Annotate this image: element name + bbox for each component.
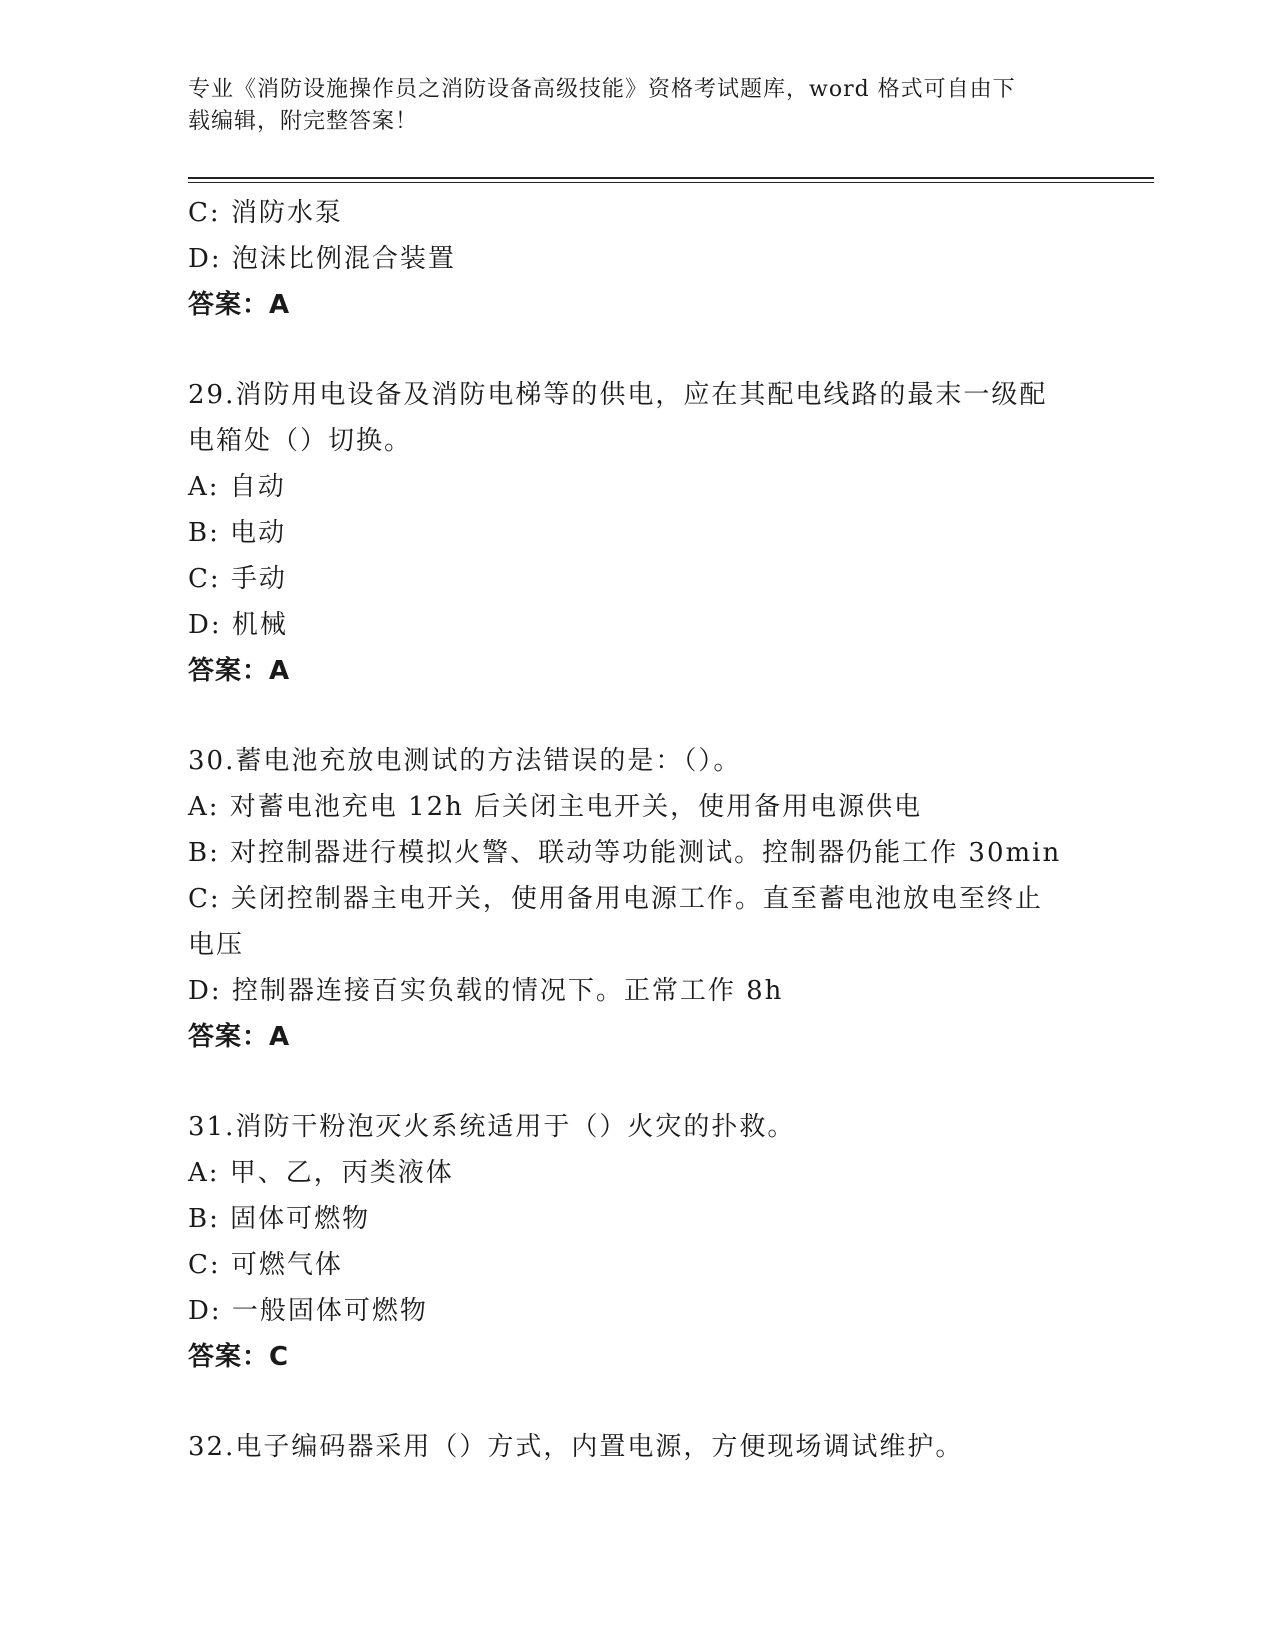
question-30-option-b: B: 对控制器进行模拟火警、联动等功能测试。控制器仍能工作 30min	[188, 838, 1062, 868]
header-line-1: 专业《消防设施操作员之消防设备高级技能》资格考试题库，word 格式可自由下	[188, 77, 1016, 102]
question-30-option-c: C: 关闭控制器主电开关，使用备用电源工作。直至蓄电池放电至终止	[188, 884, 1043, 914]
option-d: D: 泡沫比例混合装置	[188, 244, 456, 274]
question-31-stem: 31.消防干粉泡灭火系统适用于（）火灾的扑救。	[188, 1112, 796, 1142]
question-30-option-d: D: 控制器连接百实负载的情况下。正常工作 8h	[188, 976, 784, 1006]
question-list	[188, 190, 1088, 1470]
question-31-answer: 答案：C	[188, 1342, 290, 1372]
question-29-stem-cont: 电箱处（）切换。	[188, 426, 413, 456]
header-divider-thick	[188, 177, 1154, 179]
spacer	[188, 1380, 1088, 1424]
question-30-option-a: A: 对蓄电池充电 12h 后关闭主电开关，使用备用电源供电	[188, 792, 923, 822]
question-29-answer: 答案：A	[188, 656, 291, 686]
spacer	[188, 1060, 1088, 1104]
question-29-option-b: B: 电动	[188, 518, 287, 548]
question-29-option-d: D: 机械	[188, 610, 288, 640]
header-line-2: 载编辑，附完整答案！	[188, 109, 419, 134]
question-30-option-c-cont: 电压	[188, 930, 245, 960]
spacer	[188, 694, 1088, 738]
question-31-option-d: D: 一般固体可燃物	[188, 1296, 428, 1326]
question-31-option-a: A: 甲、乙，丙类液体	[188, 1158, 454, 1188]
option-c: C: 消防水泵	[188, 198, 343, 228]
answer-line: 答案：A	[188, 290, 291, 320]
question-29-option-c: C: 手动	[188, 564, 287, 594]
spacer	[188, 328, 1088, 372]
question-30-answer: 答案：A	[188, 1022, 291, 1052]
question-31-option-b: B: 固体可燃物	[188, 1204, 371, 1234]
question-29-stem: 29.消防用电设备及消防电梯等的供电，应在其配电线路的最末一级配	[188, 380, 1048, 410]
question-30-stem: 30.蓄电池充放电测试的方法错误的是：（）。	[188, 746, 742, 776]
question-29-option-a: A: 自动	[188, 472, 286, 502]
header-divider-thin	[188, 182, 1154, 183]
question-32-stem: 32.电子编码器采用（）方式，内置电源，方便现场调试维护。	[188, 1432, 964, 1462]
document-header	[188, 74, 1088, 138]
question-31-option-c: C: 可燃气体	[188, 1250, 343, 1280]
